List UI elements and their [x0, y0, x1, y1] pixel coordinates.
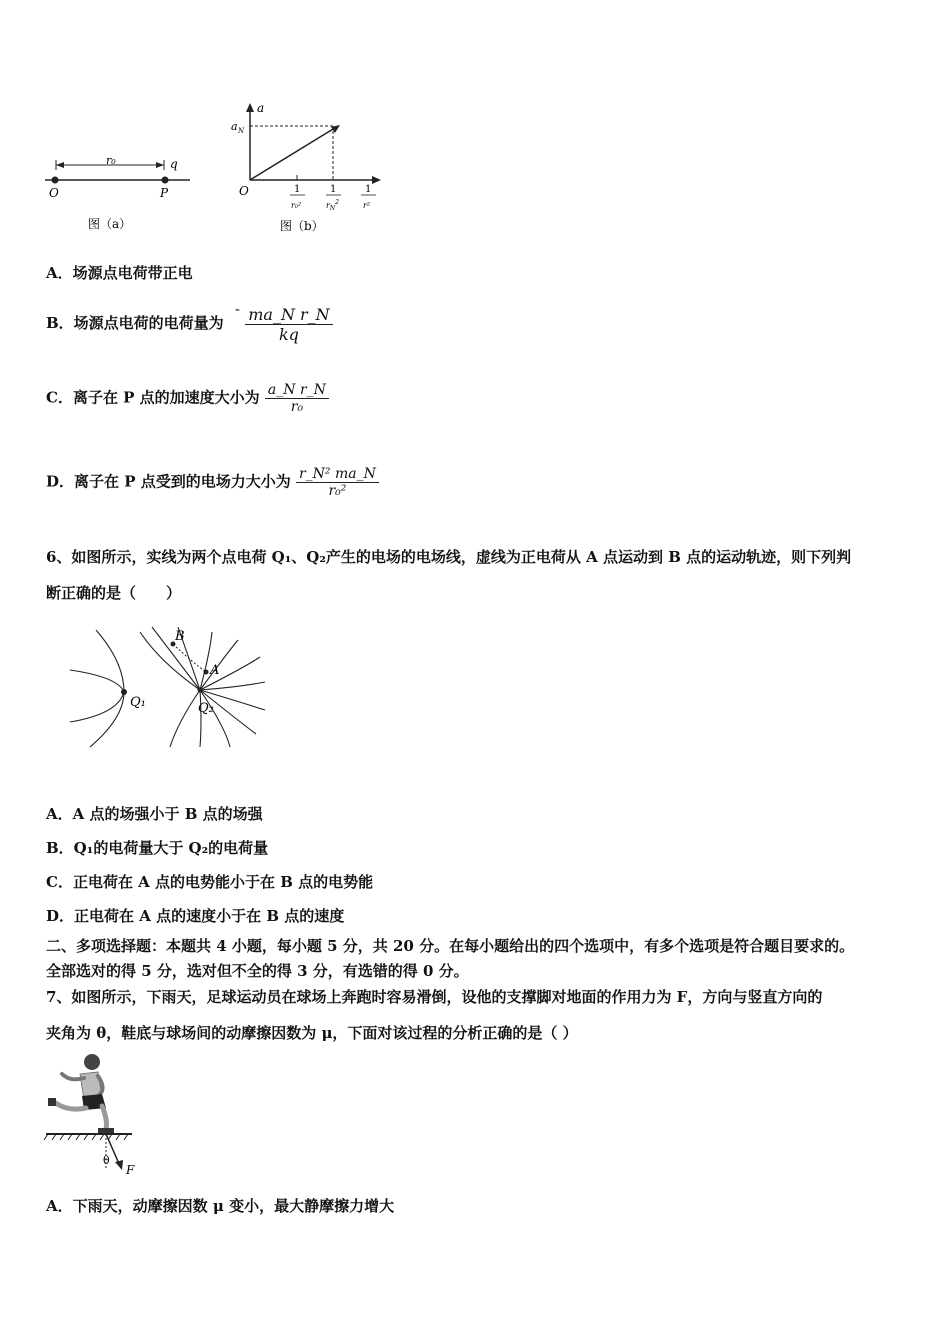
point-p [162, 177, 169, 184]
q7-runner-figure [40, 1052, 150, 1180]
q5-option-b-fraction [245, 305, 332, 344]
q5-option-d-num: r_N² ma_N [296, 466, 379, 483]
a-label: A [210, 663, 220, 678]
f-label: F [126, 1163, 135, 1177]
q1-point [121, 689, 127, 695]
svg-text:rN2: $r_N^2$ [326, 199, 339, 212]
q5-option-c-fraction [265, 382, 329, 415]
q7-stem-line2: 夹角为 θ，鞋底与球场间的动摩擦因数为 μ，下面对该过程的分析正确的是（ ） [46, 1024, 578, 1042]
q7-option-a[interactable]: A．下雨天，动摩擦因数 μ 变小，最大静摩擦力增大 [46, 1197, 395, 1215]
q6-option-c[interactable]: C．正电荷在 A 点的电势能小于在 B 点的电势能 [46, 873, 374, 891]
q5-option-c-text: C．离子在 P 点的加速度大小为 [46, 388, 260, 407]
q5-option-b[interactable] [46, 300, 333, 344]
q5-option-b-sign: - [234, 300, 240, 318]
q5-option-b-den: kq [278, 324, 299, 344]
q6-option-b[interactable]: B．Q₁的电荷量大于 Q₂的电荷量 [46, 839, 269, 857]
q5-option-c-num: a_N r_N [265, 382, 329, 399]
trajectory-path [173, 644, 206, 672]
q5-option-d-fraction [296, 466, 379, 499]
caption-a: 图（a） [88, 217, 132, 231]
q6-stem-line2: 断正确的是（ ） [46, 584, 182, 602]
theta-label: θ [103, 1154, 110, 1167]
aN-label: a [231, 120, 238, 133]
q5-option-b-num: ma_N r_N [245, 305, 332, 325]
q6-stem-line1: 6、如图所示，实线为两个点电荷 Q₁、Q₂产生的电场的电场线，虚线为正电荷从 A 点运动到 B 点的运动轨迹，则下列判 [46, 548, 852, 566]
q5-option-d-den: r₀² [328, 483, 347, 499]
r0-label: r₀ [106, 154, 116, 167]
q2-point [198, 688, 203, 693]
q-label: q [170, 157, 178, 171]
figure-b [225, 100, 385, 240]
runner-icon [48, 1054, 114, 1134]
svg-text:1: 1 [294, 184, 301, 195]
q7-stem-line1: 7、如图所示，下雨天，足球运动员在球场上奔跑时容易滑倒，设他的支撑脚对地面的作用力为 F，方向与竖直方向的 [46, 988, 823, 1006]
p-label: P [160, 186, 169, 200]
q5-option-d[interactable] [46, 466, 379, 499]
figure-a [40, 150, 200, 240]
svg-text:r²: r² [363, 201, 371, 210]
svg-text:1: 1 [365, 184, 372, 195]
q1-label: Q₁ [130, 695, 146, 710]
q5-option-c[interactable] [46, 382, 329, 415]
a-point [204, 670, 209, 675]
o-label: O [49, 186, 59, 200]
q5-option-c-den: r₀ [290, 399, 304, 415]
q5-option-b-text: B．场源点电荷的电荷量为 [46, 314, 224, 332]
o-label-b: O [239, 184, 249, 198]
svg-text:r₀²: r₀² [291, 201, 302, 210]
b-label: B [175, 629, 185, 644]
graph-line [250, 126, 338, 180]
q5-option-a[interactable]: A．场源点电荷带正电 [46, 264, 193, 282]
aN-sub: N [238, 127, 245, 135]
svg-text:1: 1 [330, 184, 337, 195]
q5-option-d-text: D．离子在 P 点受到的电场力大小为 [46, 472, 291, 491]
q6-option-d[interactable]: D．正电荷在 A 点的速度小于在 B 点的速度 [46, 907, 345, 925]
q6-option-a[interactable]: A．A 点的场强小于 B 点的场强 [46, 805, 263, 823]
caption-b: 图（b） [280, 219, 324, 233]
a-label: a [257, 101, 265, 115]
section2-line2: 全部选对的得 5 分，选对但不全的得 3 分，有选错的得 0 分。 [46, 962, 469, 980]
q6-field-figure [60, 622, 280, 752]
q2-label: Q₂ [198, 701, 214, 716]
point-o [52, 177, 59, 184]
section2-line1: 二、多项选择题：本题共 4 小题，每小题 5 分，共 20 分。在每小题给出的四个选项中，有多个选项是符合题目要求的。 [46, 937, 855, 955]
